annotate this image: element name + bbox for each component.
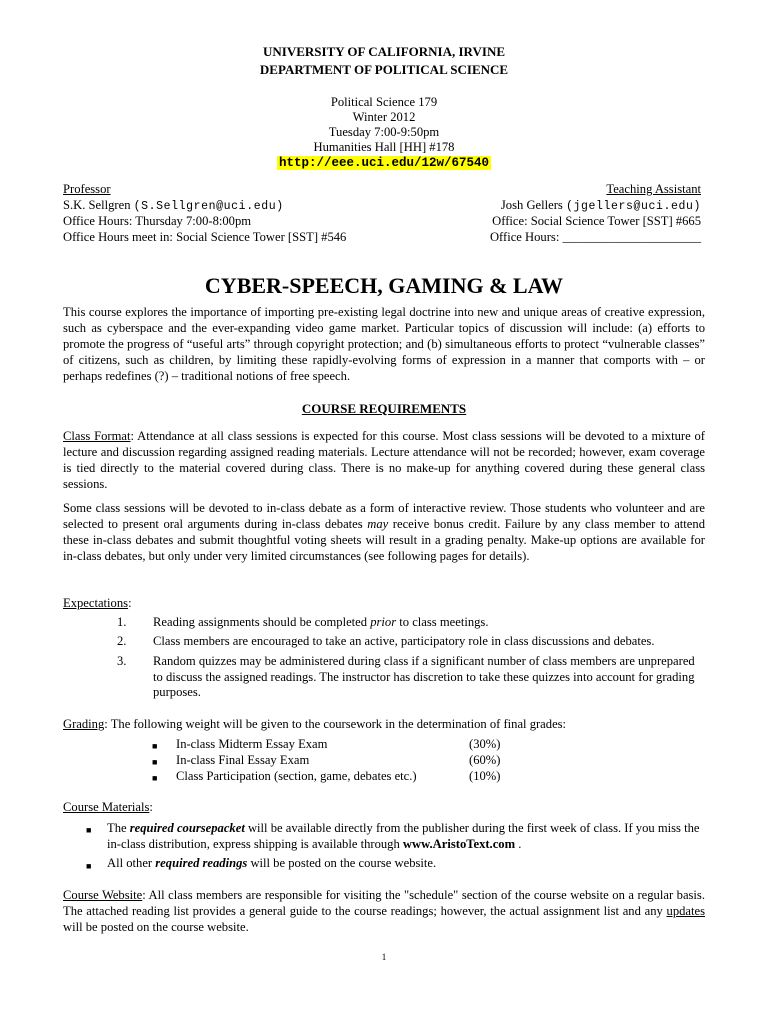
materials-emphasis: required readings	[155, 856, 248, 870]
grading-item-name: In-class Midterm Essay Exam	[176, 737, 328, 751]
ta-contact	[490, 198, 701, 215]
course-term: Winter 2012	[352, 110, 416, 124]
materials-text-a: The	[107, 821, 130, 835]
professor-block	[63, 182, 346, 245]
grading-text: : The following weight will be given to the coursework in the determination of final grades:	[104, 717, 567, 731]
ta-block	[490, 182, 701, 245]
ta-heading: Teaching Assistant	[606, 182, 701, 196]
materials-bullet: ■	[86, 861, 92, 871]
materials-heading	[63, 800, 153, 815]
grading-item-weight: (30%)	[469, 737, 501, 751]
debate-paragraph	[63, 500, 705, 564]
course-title: CYBER-SPEECH, GAMING & LAW	[204, 273, 564, 298]
course-number: Political Science 179	[330, 95, 438, 109]
materials-bullet: ■	[86, 825, 92, 835]
grading-bullet: ■	[152, 741, 158, 751]
materials-colon: :	[149, 800, 153, 814]
expectation-number: 2.	[117, 634, 127, 648]
materials-text-c: .	[515, 837, 522, 851]
class-format-text: : Attendance at all class sessions is expected for this course. Most class sessions will be devoted to a mixture of lecture and discussion regarding assigned reading materials. Lecture attendance will not be recorded; however, exam coverage is tied directly to the material covered during class. There is no make-up for anything covered during these general class sessions.	[63, 429, 705, 491]
ta-email[interactable]: (jgellers@uci.edu)	[565, 199, 701, 213]
expectation-item: Class members are encouraged to take an active, participatory role in class discussions and debates.	[153, 634, 655, 648]
materials-item	[107, 856, 436, 871]
professor-contact	[63, 198, 346, 215]
debate-emphasis: may	[367, 517, 389, 531]
grading-item-weight: (10%)	[469, 769, 501, 783]
debate-text-a: Some class sessions will be devoted to in-class debate as a form of interactive review. Those students who volunteer and are selected to present oral arguments during in-class debates	[63, 501, 705, 531]
expectations-heading	[63, 596, 132, 611]
professor-office-hours: Office Hours: Thursday 7:00-8:00pm	[63, 214, 252, 228]
debate-text-b: receive bonus credit. Failure by any class member to attend these in-class debates and submit thoughtful voting sheets will result in a grading penalty. Make-up options are available for in-class debates, but only under very limited circumstances (see following pages for details).	[63, 517, 705, 563]
expectation-item: Random quizzes may be administered during class if a significant number of class members are unprepared to discuss the assigned readings. The instructor has discretion to take these quizzes into account for grading purposes.	[153, 654, 695, 699]
aristotext-link[interactable]: www.AristoText.com	[402, 837, 516, 851]
grading-item-name: Class Participation (section, game, debates etc.)	[176, 769, 417, 783]
website-text-b: will be posted on the course website.	[63, 920, 249, 934]
course-url-link[interactable]: http://eee.uci.edu/12w/67540	[278, 156, 490, 170]
professor-heading: Professor	[63, 182, 111, 196]
grading-item-weight: (60%)	[469, 753, 501, 767]
grading-bullet: ■	[152, 773, 158, 783]
expectation-emphasis: prior	[370, 615, 397, 629]
grading-paragraph	[63, 717, 566, 732]
materials-text-a: All other	[107, 856, 156, 870]
class-format-paragraph	[63, 428, 705, 492]
course-time: Tuesday 7:00-9:50pm	[328, 125, 440, 139]
website-paragraph	[63, 887, 705, 935]
class-format-label: Class Format	[63, 429, 131, 443]
ta-name: Josh Gellers	[500, 197, 566, 212]
intro-paragraph: This course explores the importance of importing pre-existing legal doctrine into new and unique areas of creative expression, such as cyberspace and the ever-expanding video game market. Particular topics of discussion will include: (a) efforts to promote the progress of “useful arts” through copyright protection; and (b) simultaneous efforts to protect “vulnerable classes” of citizens, such as children, by limiting these rapidly-evolving forms of expression in a manner that comports with – or perhaps redefines (?) – traditional notions of free speech.	[63, 305, 705, 383]
expectations-colon: :	[128, 596, 132, 610]
ta-office: Office: Social Science Tower [SST] #665	[492, 214, 701, 228]
expectation-text-a: Reading assignments should be completed	[153, 615, 371, 629]
materials-text-b: will be posted on the course website.	[247, 856, 437, 870]
grading-bullet: ■	[152, 757, 158, 767]
page-number: 1	[381, 952, 387, 962]
professor-office-location: Office Hours meet in: Social Science Tower [SST] #546	[63, 229, 347, 244]
materials-text-b: will be available directly from the publisher during the first week of class. If you miss the in-class distribution, express shipping is available through	[107, 821, 700, 851]
university-name: UNIVERSITY OF CALIFORNIA, IRVINE	[263, 44, 505, 59]
expectation-text-b: to class meetings.	[396, 615, 489, 629]
website-text-a: : All class members are responsible for visiting the "schedule" section of the course website on a regular basis. The attached reading list provides a general guide to the course readings; however, the actual assignment list and any	[63, 888, 705, 918]
requirements-heading: COURSE REQUIREMENTS	[301, 401, 467, 416]
website-label: Course Website	[63, 888, 143, 902]
expectations-label: Expectations	[63, 596, 129, 610]
grading-item-name: In-class Final Essay Exam	[176, 753, 310, 767]
professor-name: S.K. Sellgren	[63, 197, 134, 212]
materials-item	[107, 820, 705, 852]
course-url-line	[0, 155, 768, 172]
department-name: DEPARTMENT OF POLITICAL SCIENCE	[259, 62, 509, 77]
course-location: Humanities Hall [HH] #178	[313, 140, 455, 154]
expectation-number: 3.	[117, 654, 127, 668]
grading-label: Grading	[63, 717, 105, 731]
website-updates: updates	[666, 904, 705, 918]
expectation-number: 1.	[117, 615, 127, 629]
materials-label: Course Materials	[63, 800, 150, 814]
professor-email[interactable]: (S.Sellgren@uci.edu)	[133, 199, 284, 213]
materials-emphasis: required coursepacket	[129, 821, 245, 835]
ta-office-hours: Office Hours: ______________________	[489, 229, 701, 244]
expectation-item	[153, 615, 705, 631]
